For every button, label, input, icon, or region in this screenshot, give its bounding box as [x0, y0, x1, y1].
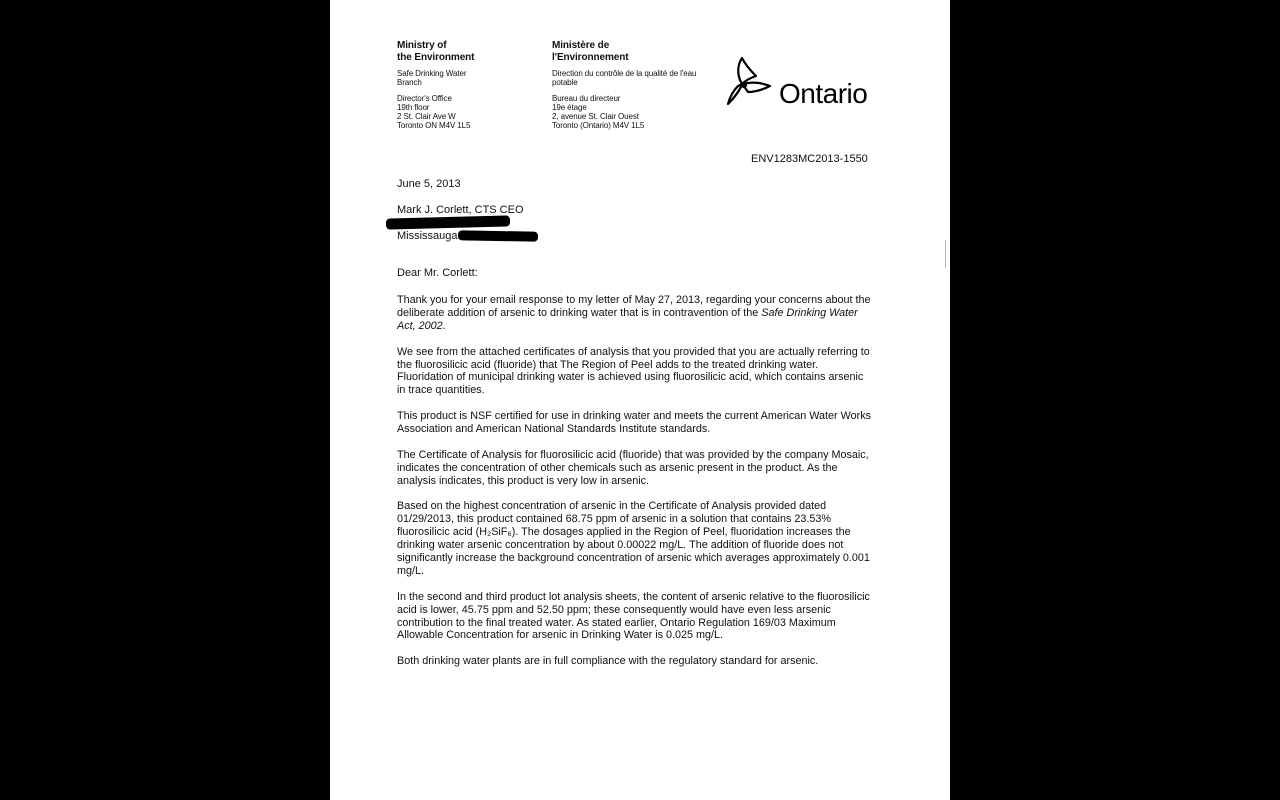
office-line1: Director's Office: [397, 94, 452, 103]
paragraph-7: Both drinking water plants are in full compliance with the regulatory standard for arsenic.: [397, 655, 819, 668]
office-line3: 2 St. Clair Ave W: [397, 112, 456, 121]
bureau-line3: 2, avenue St. Clair Ouest: [552, 112, 639, 121]
paragraph-6: In the second and third product lot analysis sheets, the content of arsenic relative to the fluorosilicic acid is lower, 45.75 ppm and 52.50 ppm; these consequently would have even less arsenic contribution to the final treated water. As stated earlier, Ontario Regulation 169/03 Maximum Allowable Concentration for arsenic in Drinking Water is 0.025 mg/L.: [397, 590, 870, 642]
salutation: Dear Mr. Corlett:: [397, 267, 478, 279]
direction-line1: Direction du contrôle de la qualité de l'eau: [552, 69, 697, 78]
paragraph-2: We see from the attached certificates of analysis that you provided that you are actually referring to the fluorosilicic acid (fluoride) that The Region of Peel adds to the treated drinking water. Fluoridation of municipal drinking water is achieved using fluorosilicic acid, which contains arsenic in trace quantities.: [397, 345, 870, 397]
reference-number: ENV1283MC2013-1550: [751, 153, 868, 165]
paragraph-1-end: .: [442, 319, 446, 332]
recipient-city: Mississauga: [397, 230, 458, 242]
ministry-title-line2: the Environment: [397, 51, 475, 63]
paragraph-5: Based on the highest concentration of arsenic in the Certificate of Analysis provided dated 01/29/2013, this product contained 68.75 ppm of arsenic in a solution that contains 23.53% fluorosilicic acid (H₂SiF₆). The dosages applied in the Region of Peel, fluoridation increases the drinking water arsenic concentration by about 0.00022 mg/L. The addition of fluoride does not significantly increase the background concentration of arsenic which averages approximately 0.001 mg/L.: [397, 500, 870, 577]
branch-line1: Safe Drinking Water: [397, 69, 467, 78]
redaction-mark-postal: [458, 230, 538, 241]
paragraph-1: [397, 294, 872, 333]
paragraph-4: The Certificate of Analysis for fluorosilicic acid (fluoride) that was provided by the company Mosaic, indicates the concentration of other chemicals such as arsenic present in the product. As the analysis indicates, this product is very low in arsenic.: [397, 448, 869, 487]
letter-date: June 5, 2013: [397, 178, 461, 190]
letter-body: [397, 294, 872, 681]
office-line2: 19th floor: [397, 103, 430, 112]
office-line4: Toronto ON M4V 1L5: [397, 121, 471, 130]
branch-line2: Branch: [397, 78, 422, 87]
act-title: Safe Drinking Water Act, 2002: [397, 306, 858, 332]
letterhead-english: [397, 40, 474, 137]
recipient-name: Mark J. Corlett, CTS CEO: [397, 204, 524, 216]
bureau-line1: Bureau du directeur: [552, 94, 621, 103]
ministere-title-line2: l'Environnement: [552, 51, 629, 63]
paragraph-1-text: Thank you for your email response to my letter of May 27, 2013, regarding your concerns about the deliberate addition of arsenic to drinking water that is in contravention of the: [397, 294, 871, 319]
letter-page: [330, 0, 950, 800]
paragraph-3: This product is NSF certified for use in drinking water and meets the current American Water Works Association and American National Standards Institute standards.: [397, 410, 872, 436]
ministere-title-line1: Ministère de: [552, 40, 610, 51]
letterhead-french: [552, 40, 696, 137]
bureau-line4: Toronto (Ontario) M4V 1L5: [552, 121, 645, 130]
scan-artifact: [945, 240, 946, 268]
ontario-wordmark: Ontario: [779, 78, 868, 109]
bureau-line2: 19e étage: [552, 103, 587, 112]
ministry-title-line1: Ministry of: [397, 40, 447, 51]
direction-line2: potable: [552, 78, 578, 87]
